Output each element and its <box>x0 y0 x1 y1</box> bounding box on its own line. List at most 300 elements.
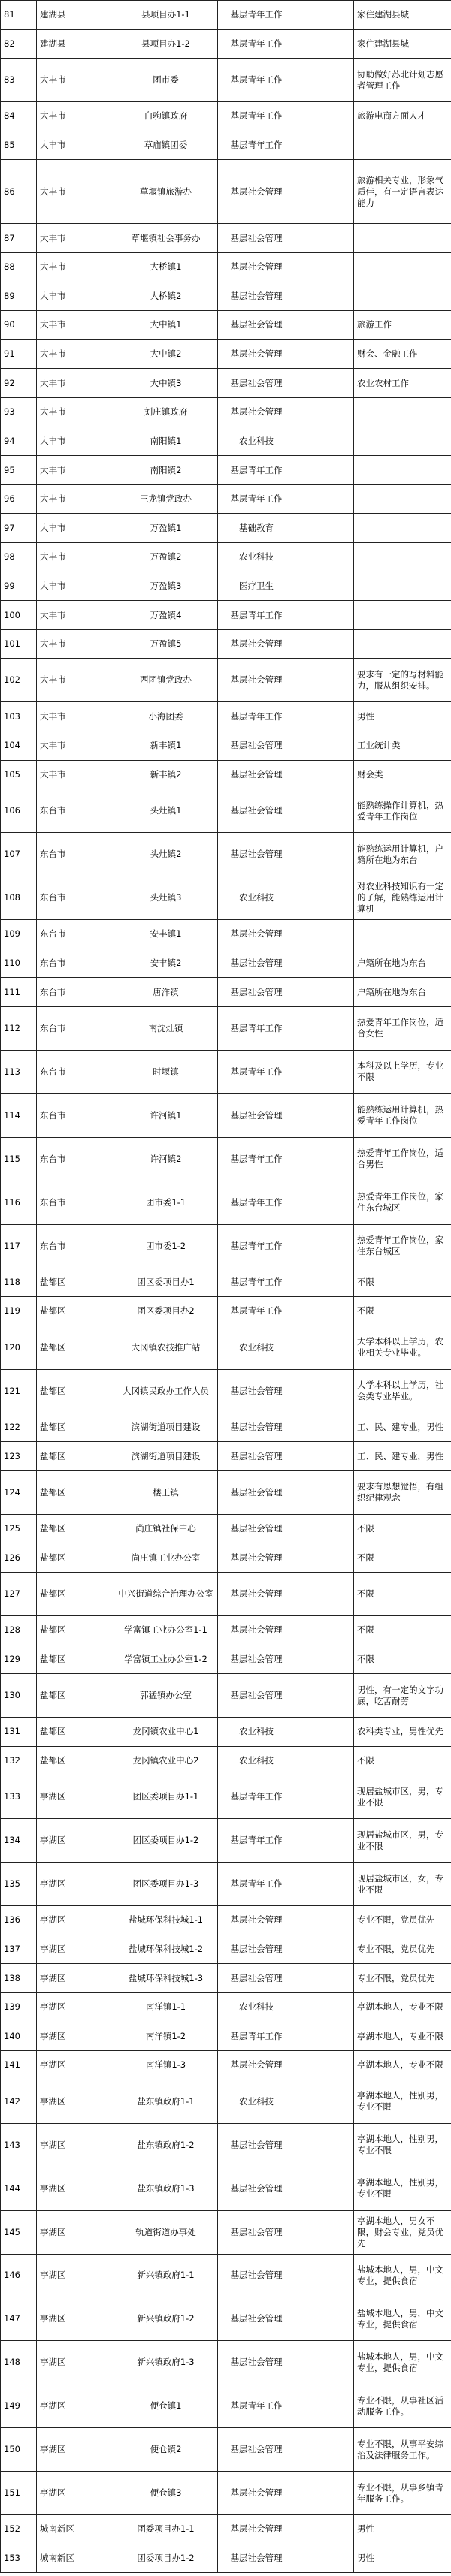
unit-cell: 龙冈镇农业中心1 <box>114 1718 218 1747</box>
unit-cell: 团委项目办1-2 <box>114 2544 218 2573</box>
row-number: 109 <box>1 920 37 949</box>
requirement-cell: 户籍所在地为东台 <box>354 949 451 978</box>
row-number: 127 <box>1 1572 37 1615</box>
major-cell <box>295 1863 354 1906</box>
post-cell: 基层青年工作 <box>218 1297 295 1326</box>
post-cell: 医疗卫生 <box>218 572 295 601</box>
requirement-cell <box>354 398 451 427</box>
requirement-cell: 热爱青年工作岗位，家住东台城区 <box>354 1181 451 1224</box>
unit-cell: 团市委1-2 <box>114 1224 218 1268</box>
row-number: 111 <box>1 978 37 1007</box>
post-cell: 基层社会管理 <box>218 1906 295 1935</box>
table-row <box>1 1935 451 1964</box>
major-cell <box>295 1442 354 1471</box>
row-number: 134 <box>1 1819 37 1863</box>
region-cell: 盐都区 <box>37 1369 114 1413</box>
post-cell: 基层社会管理 <box>218 2123 295 2167</box>
post-cell: 基层社会管理 <box>218 2472 295 2515</box>
requirement-cell: 亭湖本地人，性别男，专业不限 <box>354 2123 451 2167</box>
major-cell <box>295 2022 354 2051</box>
requirement-cell: 农业农村工作 <box>354 369 451 398</box>
post-cell: 基层青年工作 <box>218 131 295 160</box>
post-cell: 基层社会管理 <box>218 252 295 282</box>
major-cell <box>295 1615 354 1645</box>
table-row <box>1 702 451 731</box>
row-number: 105 <box>1 760 37 789</box>
table-row <box>1 2384 451 2428</box>
major-cell <box>295 2210 354 2254</box>
post-cell: 基层社会管理 <box>218 789 295 833</box>
requirement-cell: 热爱青年工作岗位，适合女性 <box>354 1006 451 1050</box>
unit-cell: 团区委项目办1-1 <box>114 1775 218 1819</box>
post-cell: 基层社会管理 <box>218 1470 295 1514</box>
requirement-cell: 不限 <box>354 1514 451 1543</box>
row-number: 107 <box>1 833 37 876</box>
requirement-cell: 盐城本地人，男，中文专业，提供食宿 <box>354 2254 451 2297</box>
region-cell: 盐都区 <box>37 1645 114 1674</box>
requirement-cell: 能熟练操作计算机，热爱青年工作岗位 <box>354 789 451 833</box>
region-cell: 大丰市 <box>37 629 114 659</box>
row-number: 91 <box>1 339 37 369</box>
requirement-cell <box>354 629 451 659</box>
post-cell: 基层青年工作 <box>218 1181 295 1224</box>
region-cell: 亭湖区 <box>37 2210 114 2254</box>
post-cell: 基层青年工作 <box>218 1137 295 1181</box>
table-row <box>1 339 451 369</box>
unit-cell: 盐东镇政府1-3 <box>114 2167 218 2210</box>
region-cell: 大丰市 <box>37 543 114 572</box>
region-cell: 大丰市 <box>37 601 114 630</box>
post-cell: 基层社会管理 <box>218 2297 295 2341</box>
region-cell: 东台市 <box>37 920 114 949</box>
row-number: 139 <box>1 1992 37 2022</box>
row-number: 119 <box>1 1297 37 1326</box>
post-cell: 基层青年工作 <box>218 1775 295 1819</box>
table-row <box>1 920 451 949</box>
requirement-cell <box>354 427 451 456</box>
major-cell <box>295 1181 354 1224</box>
major-cell <box>295 601 354 630</box>
table-row <box>1 1543 451 1573</box>
row-number: 90 <box>1 311 37 340</box>
region-cell: 亭湖区 <box>37 2167 114 2210</box>
major-cell <box>295 731 354 761</box>
requirement-cell: 农科类专业，男性优先 <box>354 1718 451 1747</box>
major-cell <box>295 369 354 398</box>
major-cell <box>295 1906 354 1935</box>
unit-cell: 县项目办1-2 <box>114 29 218 59</box>
post-cell: 基层社会管理 <box>218 2341 295 2384</box>
unit-cell: 南阳镇2 <box>114 456 218 485</box>
requirement-cell <box>354 484 451 514</box>
table-row <box>1 2341 451 2384</box>
row-number: 101 <box>1 629 37 659</box>
unit-cell: 大冈镇农技推广站 <box>114 1326 218 1369</box>
region-cell: 大丰市 <box>37 339 114 369</box>
unit-cell: 万盈镇3 <box>114 572 218 601</box>
region-cell: 盐都区 <box>37 1543 114 1573</box>
row-number: 98 <box>1 543 37 572</box>
major-cell <box>295 484 354 514</box>
post-cell: 基层青年工作 <box>218 2384 295 2428</box>
unit-cell: 西团镇党政办 <box>114 659 218 702</box>
region-cell: 盐都区 <box>37 1470 114 1514</box>
unit-cell: 大冈镇民政办工作人员 <box>114 1369 218 1413</box>
unit-cell: 团市委1-1 <box>114 1181 218 1224</box>
post-cell: 基层青年工作 <box>218 484 295 514</box>
unit-cell: 大中镇1 <box>114 311 218 340</box>
major-cell <box>295 1224 354 1268</box>
table-row <box>1 1906 451 1935</box>
post-cell: 基层青年工作 <box>218 2022 295 2051</box>
unit-cell: 龙冈镇农业中心2 <box>114 1746 218 1775</box>
post-cell: 基层社会管理 <box>218 731 295 761</box>
requirement-cell: 男性，有一定的文字功底，吃苦耐劳 <box>354 1674 451 1718</box>
major-cell <box>295 29 354 59</box>
table-row <box>1 1268 451 1297</box>
row-number: 130 <box>1 1674 37 1718</box>
requirement-cell: 家住建湖县城 <box>354 29 451 59</box>
requirement-cell: 不限 <box>354 1297 451 1326</box>
row-number: 152 <box>1 2515 37 2544</box>
requirement-cell: 工、民、建专业，男性 <box>354 1413 451 1442</box>
table-row <box>1 311 451 340</box>
row-number: 108 <box>1 876 37 920</box>
major-cell <box>295 1369 354 1413</box>
region-cell: 大丰市 <box>37 572 114 601</box>
row-number: 142 <box>1 2080 37 2123</box>
table-row <box>1 1470 451 1514</box>
unit-cell: 便仓镇2 <box>114 2428 218 2472</box>
table-row <box>1 760 451 789</box>
post-cell: 基层青年工作 <box>218 102 295 131</box>
requirement-cell: 协助做好苏北计划志愿者管理工作 <box>354 59 451 102</box>
table-row <box>1 1645 451 1674</box>
row-number: 92 <box>1 369 37 398</box>
row-number: 149 <box>1 2384 37 2428</box>
post-cell: 基层社会管理 <box>218 2515 295 2544</box>
table-row <box>1 1224 451 1268</box>
major-cell <box>295 2428 354 2472</box>
requirement-cell: 家住建湖县城 <box>354 1 451 30</box>
unit-cell: 许河镇1 <box>114 1093 218 1137</box>
post-cell: 基层社会管理 <box>218 2051 295 2080</box>
major-cell <box>295 514 354 543</box>
unit-cell: 新兴镇政府1-3 <box>114 2341 218 2384</box>
major-cell <box>295 1514 354 1543</box>
post-cell: 基层社会管理 <box>218 1645 295 1674</box>
post-cell: 基层社会管理 <box>218 2210 295 2254</box>
unit-cell: 南阳镇1 <box>114 427 218 456</box>
unit-cell: 盐城环保科技城1-2 <box>114 1935 218 1964</box>
row-number: 120 <box>1 1326 37 1369</box>
row-number: 110 <box>1 949 37 978</box>
row-number: 144 <box>1 2167 37 2210</box>
requirement-cell: 盐城本地人，男，中文专业，提供食宿 <box>354 2297 451 2341</box>
requirement-cell: 专业不限，从事社区活动服务工作。 <box>354 2384 451 2428</box>
requirement-cell: 亭湖本地人，性别男，专业不限 <box>354 2080 451 2123</box>
post-cell: 农业科技 <box>218 427 295 456</box>
region-cell: 东台市 <box>37 978 114 1007</box>
post-cell: 基层社会管理 <box>218 2544 295 2573</box>
requirement-cell: 不限 <box>354 1615 451 1645</box>
major-cell <box>295 1268 354 1297</box>
table-row <box>1 160 451 224</box>
major-cell <box>295 543 354 572</box>
major-cell <box>295 1093 354 1137</box>
post-cell: 基层青年工作 <box>218 1050 295 1093</box>
major-cell <box>295 1819 354 1863</box>
region-cell: 亭湖区 <box>37 2341 114 2384</box>
row-number: 116 <box>1 1181 37 1224</box>
unit-cell: 团区委项目办1 <box>114 1268 218 1297</box>
row-number: 131 <box>1 1718 37 1747</box>
requirement-cell: 专业不限，党员优先 <box>354 1906 451 1935</box>
region-cell: 亭湖区 <box>37 1964 114 1993</box>
post-cell: 基层社会管理 <box>218 1935 295 1964</box>
row-number: 141 <box>1 2051 37 2080</box>
table-row <box>1 427 451 456</box>
major-cell <box>295 2254 354 2297</box>
major-cell <box>295 2051 354 2080</box>
unit-cell: 团市委 <box>114 59 218 102</box>
post-cell: 农业科技 <box>218 543 295 572</box>
table-row <box>1 543 451 572</box>
requirement-cell: 专业不限，从事乡镇青年服务工作。 <box>354 2472 451 2515</box>
major-cell <box>295 456 354 485</box>
major-cell <box>295 978 354 1007</box>
region-cell: 盐都区 <box>37 1326 114 1369</box>
table-row <box>1 1863 451 1906</box>
unit-cell: 南洋镇1-2 <box>114 2022 218 2051</box>
post-cell: 基层社会管理 <box>218 659 295 702</box>
requirement-cell <box>354 456 451 485</box>
requirement-cell: 要求有一定的写材料能力，服从组织安排。 <box>354 659 451 702</box>
major-cell <box>295 1470 354 1514</box>
unit-cell: 大中镇2 <box>114 339 218 369</box>
unit-cell: 郭猛镇办公室 <box>114 1674 218 1718</box>
region-cell: 亭湖区 <box>37 1906 114 1935</box>
region-cell: 亭湖区 <box>37 2297 114 2341</box>
table-row <box>1 1718 451 1747</box>
region-cell: 大丰市 <box>37 659 114 702</box>
major-cell <box>295 2384 354 2428</box>
post-cell: 基层社会管理 <box>218 311 295 340</box>
requirement-cell: 旅游工作 <box>354 311 451 340</box>
row-number: 129 <box>1 1645 37 1674</box>
region-cell: 亭湖区 <box>37 1935 114 1964</box>
requirement-cell: 亭湖本地人，专业不限 <box>354 1992 451 2022</box>
post-cell: 基层青年工作 <box>218 1224 295 1268</box>
requirement-cell: 亭湖本地人，男女不限，财会专业，党员优先 <box>354 2210 451 2254</box>
region-cell: 大丰市 <box>37 369 114 398</box>
requirement-cell: 现居盐城市区，男，专业不限 <box>354 1819 451 1863</box>
region-cell: 亭湖区 <box>37 1775 114 1819</box>
major-cell <box>295 1572 354 1615</box>
row-number: 88 <box>1 252 37 282</box>
table-row <box>1 2472 451 2515</box>
region-cell: 东台市 <box>37 1137 114 1181</box>
post-cell: 基层社会管理 <box>218 369 295 398</box>
unit-cell: 新丰镇2 <box>114 760 218 789</box>
major-cell <box>295 2080 354 2123</box>
unit-cell: 新丰镇1 <box>114 731 218 761</box>
table-row <box>1 2428 451 2472</box>
post-cell: 基层社会管理 <box>218 833 295 876</box>
major-cell <box>295 1006 354 1050</box>
row-number: 100 <box>1 601 37 630</box>
table-row <box>1 1442 451 1471</box>
region-cell: 东台市 <box>37 1181 114 1224</box>
requirement-cell: 现居盐城市区，男，专业不限 <box>354 1775 451 1819</box>
table-row <box>1 1992 451 2022</box>
table-row <box>1 2254 451 2297</box>
unit-cell: 县项目办1-1 <box>114 1 218 30</box>
major-cell <box>295 1674 354 1718</box>
table-row <box>1 876 451 920</box>
table-row <box>1 572 451 601</box>
region-cell: 大丰市 <box>37 59 114 102</box>
major-cell <box>295 1543 354 1573</box>
major-cell <box>295 1935 354 1964</box>
unit-cell: 大中镇3 <box>114 369 218 398</box>
region-cell: 大丰市 <box>37 514 114 543</box>
post-cell: 基层社会管理 <box>218 2254 295 2297</box>
row-number: 117 <box>1 1224 37 1268</box>
table-row <box>1 2515 451 2544</box>
table-row <box>1 1326 451 1369</box>
major-cell <box>295 2472 354 2515</box>
region-cell: 大丰市 <box>37 282 114 311</box>
region-cell: 盐都区 <box>37 1718 114 1747</box>
row-number: 104 <box>1 731 37 761</box>
major-cell <box>295 1746 354 1775</box>
major-cell <box>295 160 354 224</box>
requirement-cell: 亭湖本地人，专业不限 <box>354 2051 451 2080</box>
major-cell <box>295 949 354 978</box>
region-cell: 建湖县 <box>37 29 114 59</box>
row-number: 102 <box>1 659 37 702</box>
post-cell: 基层青年工作 <box>218 1 295 30</box>
post-cell: 基层社会管理 <box>218 224 295 253</box>
unit-cell: 南洋镇1-3 <box>114 2051 218 2080</box>
row-number: 93 <box>1 398 37 427</box>
major-cell <box>295 789 354 833</box>
table-row <box>1 1514 451 1543</box>
region-cell: 亭湖区 <box>37 2254 114 2297</box>
row-number: 147 <box>1 2297 37 2341</box>
region-cell: 盐都区 <box>37 1746 114 1775</box>
region-cell: 大丰市 <box>37 731 114 761</box>
major-cell <box>295 833 354 876</box>
post-cell: 基层社会管理 <box>218 949 295 978</box>
major-cell <box>295 1645 354 1674</box>
unit-cell: 白驹镇政府 <box>114 102 218 131</box>
region-cell: 大丰市 <box>37 398 114 427</box>
table-row <box>1 1181 451 1224</box>
table-row <box>1 789 451 833</box>
requirement-cell: 工业统计类 <box>354 731 451 761</box>
unit-cell: 南洋镇1-1 <box>114 1992 218 2022</box>
row-number: 138 <box>1 1964 37 1993</box>
table-row <box>1 1137 451 1181</box>
requirement-cell: 专业不限，党员优先 <box>354 1935 451 1964</box>
region-cell: 盐都区 <box>37 1572 114 1615</box>
requirement-cell: 专业不限，党员优先 <box>354 1964 451 1993</box>
region-cell: 城南新区 <box>37 2544 114 2573</box>
unit-cell: 草堰镇社会事务办 <box>114 224 218 253</box>
post-cell: 基层社会管理 <box>218 1572 295 1615</box>
unit-cell: 新兴镇政府1-2 <box>114 2297 218 2341</box>
region-cell: 东台市 <box>37 1006 114 1050</box>
row-number: 83 <box>1 59 37 102</box>
region-cell: 盐都区 <box>37 1268 114 1297</box>
requirement-cell: 不限 <box>354 1268 451 1297</box>
unit-cell: 时堰镇 <box>114 1050 218 1093</box>
table-row <box>1 2123 451 2167</box>
post-cell: 基层社会管理 <box>218 920 295 949</box>
table-row <box>1 1775 451 1819</box>
region-cell: 大丰市 <box>37 702 114 731</box>
post-cell: 基层社会管理 <box>218 1964 295 1993</box>
major-cell <box>295 1050 354 1093</box>
major-cell <box>295 2544 354 2573</box>
region-cell: 大丰市 <box>37 456 114 485</box>
region-cell: 亭湖区 <box>37 2428 114 2472</box>
requirement-cell: 专业不限，从事平安综治及法律服务工作。 <box>354 2428 451 2472</box>
post-cell: 基层社会管理 <box>218 978 295 1007</box>
requirement-cell: 不限 <box>354 1645 451 1674</box>
region-cell: 东台市 <box>37 1093 114 1137</box>
table-row <box>1 1819 451 1863</box>
table-row <box>1 131 451 160</box>
post-cell: 基层青年工作 <box>218 456 295 485</box>
region-cell: 建湖县 <box>37 1 114 30</box>
requirement-cell: 亭湖本地人，性别男，专业不限 <box>354 2167 451 2210</box>
row-number: 135 <box>1 1863 37 1906</box>
row-number: 137 <box>1 1935 37 1964</box>
unit-cell: 便仓镇1 <box>114 2384 218 2428</box>
row-number: 94 <box>1 427 37 456</box>
region-cell: 大丰市 <box>37 160 114 224</box>
post-cell: 基层社会管理 <box>218 1615 295 1645</box>
unit-cell: 许河镇2 <box>114 1137 218 1181</box>
major-cell <box>295 702 354 731</box>
requirement-cell <box>354 252 451 282</box>
post-cell: 基层青年工作 <box>218 1006 295 1050</box>
table-row <box>1 601 451 630</box>
row-number: 132 <box>1 1746 37 1775</box>
row-number: 82 <box>1 29 37 59</box>
major-cell <box>295 1326 354 1369</box>
major-cell <box>295 1775 354 1819</box>
requirement-cell <box>354 131 451 160</box>
requirement-cell <box>354 920 451 949</box>
table-row <box>1 252 451 282</box>
region-cell: 东台市 <box>37 876 114 920</box>
table-row <box>1 1572 451 1615</box>
requirement-cell: 能熟练运用计算机，户籍所在地为东台 <box>354 833 451 876</box>
post-cell: 基层青年工作 <box>218 1268 295 1297</box>
table-row <box>1 1093 451 1137</box>
region-cell: 东台市 <box>37 833 114 876</box>
requirement-cell: 热爱青年工作岗位，家住东台城区 <box>354 1224 451 1268</box>
unit-cell: 盐东镇政府1-1 <box>114 2080 218 2123</box>
major-cell <box>295 1992 354 2022</box>
post-cell: 基层青年工作 <box>218 702 295 731</box>
post-cell: 基层社会管理 <box>218 629 295 659</box>
requirement-cell: 男性 <box>354 702 451 731</box>
